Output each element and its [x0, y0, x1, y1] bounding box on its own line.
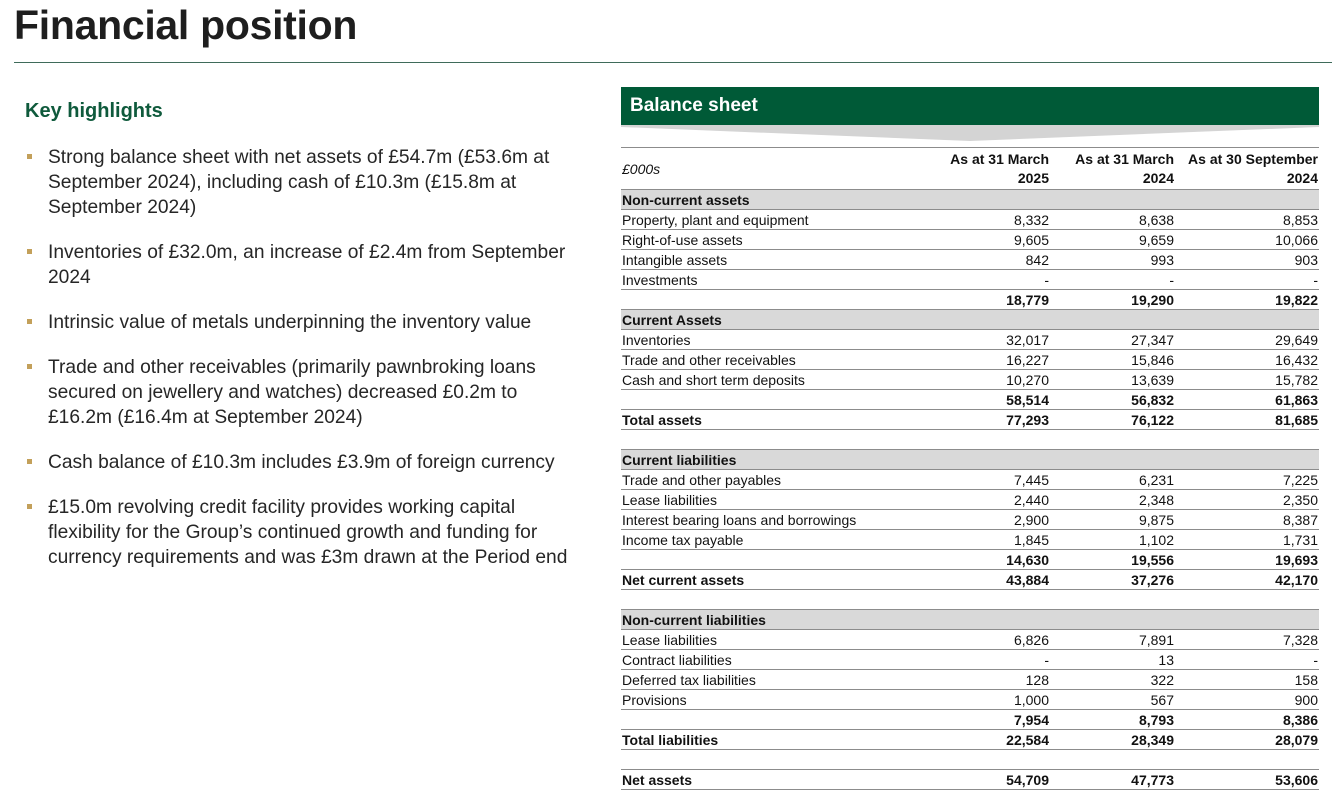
cell-value: 27,347	[1050, 330, 1175, 350]
total-value: 28,079	[1175, 730, 1319, 750]
section-title: Non-current assets	[621, 190, 1319, 210]
cell-value: 2,348	[1050, 490, 1175, 510]
row-label: Contract liabilities	[621, 650, 925, 670]
key-highlights-list	[25, 145, 575, 590]
cell-value: -	[1050, 270, 1175, 290]
cell-value: 8,638	[1050, 210, 1175, 230]
cell-value: 15,782	[1175, 370, 1319, 390]
cell-value: 1,845	[925, 530, 1050, 550]
total-value: 53,606	[1175, 770, 1319, 790]
page-title: Financial position	[14, 2, 358, 48]
table-row	[621, 270, 1319, 290]
total-value: 22,584	[925, 730, 1050, 750]
cell-value: 10,270	[925, 370, 1050, 390]
table-row	[621, 210, 1319, 230]
row-label: Net assets	[621, 770, 925, 790]
table-row	[621, 630, 1319, 650]
row-label: Lease liabilities	[621, 490, 925, 510]
cell-value: 900	[1175, 690, 1319, 710]
total-value: 47,773	[1050, 770, 1175, 790]
column-header-sep-2024: As at 30 September 2024	[1175, 148, 1319, 190]
cell-value: -	[925, 270, 1050, 290]
total-value: 37,276	[1050, 570, 1175, 590]
total-value: 81,685	[1175, 410, 1319, 430]
table-row	[621, 350, 1319, 370]
subtotal-value: 18,779	[925, 290, 1050, 310]
section-title: Current Assets	[621, 310, 1319, 330]
total-value: 54,709	[925, 770, 1050, 790]
cell-value: 1,102	[1050, 530, 1175, 550]
subtotal-value: 7,954	[925, 710, 1050, 730]
bullet-square-icon	[27, 154, 32, 159]
subtotal-value: 14,630	[925, 550, 1050, 570]
subtotal-value: 58,514	[925, 390, 1050, 410]
key-highlights-heading: Key highlights	[25, 100, 163, 122]
cell-value: 9,605	[925, 230, 1050, 250]
cell-value: 6,231	[1050, 470, 1175, 490]
table-row	[621, 670, 1319, 690]
section-header-row	[621, 610, 1319, 630]
column-header-mar-2025: As at 31 March 2025	[925, 148, 1050, 190]
cell-value: -	[1175, 270, 1319, 290]
bullet-square-icon	[27, 364, 32, 369]
cell-value: 6,826	[925, 630, 1050, 650]
subtotal-value: 56,832	[1050, 390, 1175, 410]
subtotal-row	[621, 290, 1319, 310]
highlight-item	[25, 355, 575, 430]
row-label: Inventories	[621, 330, 925, 350]
table-row	[621, 230, 1319, 250]
total-value: 76,122	[1050, 410, 1175, 430]
total-liabilities-row	[621, 730, 1319, 750]
section-header-row	[621, 450, 1319, 470]
subtotal-value: 19,556	[1050, 550, 1175, 570]
row-label: Deferred tax liabilities	[621, 670, 925, 690]
cell-value: 13,639	[1050, 370, 1175, 390]
cell-value: 903	[1175, 250, 1319, 270]
cell-value: 1,731	[1175, 530, 1319, 550]
cell-value: 322	[1050, 670, 1175, 690]
cell-value: 8,853	[1175, 210, 1319, 230]
table-row	[621, 510, 1319, 530]
section-title: Current liabilities	[621, 450, 1319, 470]
balance-sheet-banner: Balance sheet	[621, 87, 1319, 125]
cell-value: 10,066	[1175, 230, 1319, 250]
cell-value: -	[1175, 650, 1319, 670]
cell-value: 1,000	[925, 690, 1050, 710]
highlight-item	[25, 495, 575, 570]
row-label: Interest bearing loans and borrowings	[621, 510, 925, 530]
cell-value: 2,900	[925, 510, 1050, 530]
row-label: Right-of-use assets	[621, 230, 925, 250]
cell-value: 7,445	[925, 470, 1050, 490]
cell-value: 128	[925, 670, 1050, 690]
cell-value: 13	[1050, 650, 1175, 670]
table-row	[621, 330, 1319, 350]
table-row	[621, 530, 1319, 550]
cell-value: 2,350	[1175, 490, 1319, 510]
highlight-text: Trade and other receivables (primarily pawnbroking loans secured on jewellery and watches) decreased £0.2m to £16.2m (£16.4m at September 2024)	[48, 357, 536, 428]
row-label: Cash and short term deposits	[621, 370, 925, 390]
bullet-square-icon	[27, 504, 32, 509]
highlight-item	[25, 310, 575, 335]
table-row	[621, 690, 1319, 710]
highlight-text: £15.0m revolving credit facility provides working capital flexibility for the Group’s continued growth and funding for currency requirements and was £3m drawn at the Period end	[48, 497, 568, 568]
cell-value: 993	[1050, 250, 1175, 270]
highlight-item	[25, 145, 575, 220]
cell-value: 29,649	[1175, 330, 1319, 350]
row-label: Lease liabilities	[621, 630, 925, 650]
subtotal-row	[621, 550, 1319, 570]
net-current-assets-row	[621, 570, 1319, 590]
subtotal-value: 8,386	[1175, 710, 1319, 730]
subtotal-value: 19,822	[1175, 290, 1319, 310]
net-assets-row	[621, 770, 1319, 790]
row-label: Total assets	[621, 410, 925, 430]
bullet-square-icon	[27, 459, 32, 464]
subtotal-row	[621, 390, 1319, 410]
cell-value: 7,328	[1175, 630, 1319, 650]
highlight-item	[25, 450, 575, 475]
balance-sheet-table	[621, 147, 1319, 790]
highlight-text: Cash balance of £10.3m includes £3.9m of foreign currency	[48, 452, 555, 473]
row-label: Intangible assets	[621, 250, 925, 270]
row-label: Provisions	[621, 690, 925, 710]
cell-value: 158	[1175, 670, 1319, 690]
section-header-row	[621, 190, 1319, 210]
row-label: Net current assets	[621, 570, 925, 590]
bullet-square-icon	[27, 319, 32, 324]
cell-value: 7,891	[1050, 630, 1175, 650]
cell-value: 16,227	[925, 350, 1050, 370]
row-label: Income tax payable	[621, 530, 925, 550]
cell-value: 842	[925, 250, 1050, 270]
cell-value: 2,440	[925, 490, 1050, 510]
row-label: Property, plant and equipment	[621, 210, 925, 230]
total-value: 28,349	[1050, 730, 1175, 750]
cell-value: 15,846	[1050, 350, 1175, 370]
cell-value: 567	[1050, 690, 1175, 710]
banner-chevron-icon	[621, 125, 1319, 141]
table-header-row	[621, 148, 1319, 190]
bullet-square-icon	[27, 249, 32, 254]
row-label: Trade and other payables	[621, 470, 925, 490]
cell-value: 9,875	[1050, 510, 1175, 530]
subtotal-value: 19,290	[1050, 290, 1175, 310]
highlight-text: Inventories of £32.0m, an increase of £2.4m from September 2024	[48, 242, 566, 288]
table-row	[621, 470, 1319, 490]
table-row	[621, 650, 1319, 670]
cell-value: -	[925, 650, 1050, 670]
title-divider	[14, 62, 1332, 63]
highlight-item	[25, 240, 575, 290]
subtotal-value: 61,863	[1175, 390, 1319, 410]
cell-value: 32,017	[925, 330, 1050, 350]
highlight-text: Intrinsic value of metals underpinning the inventory value	[48, 312, 532, 333]
table-row	[621, 490, 1319, 510]
table-row	[621, 250, 1319, 270]
row-label: Total liabilities	[621, 730, 925, 750]
total-value: 43,884	[925, 570, 1050, 590]
subtotal-row	[621, 710, 1319, 730]
unit-label: £000s	[621, 148, 925, 190]
cell-value: 16,432	[1175, 350, 1319, 370]
total-assets-row	[621, 410, 1319, 430]
row-label: Trade and other receivables	[621, 350, 925, 370]
cell-value: 9,659	[1050, 230, 1175, 250]
section-title: Non-current liabilities	[621, 610, 1319, 630]
subtotal-value: 8,793	[1050, 710, 1175, 730]
subtotal-value: 19,693	[1175, 550, 1319, 570]
cell-value: 7,225	[1175, 470, 1319, 490]
section-header-row	[621, 310, 1319, 330]
highlight-text: Strong balance sheet with net assets of £54.7m (£53.6m at September 2024), including cash of £10.3m (£15.8m at September 2024)	[48, 147, 550, 218]
total-value: 42,170	[1175, 570, 1319, 590]
column-header-mar-2024: As at 31 March 2024	[1050, 148, 1175, 190]
cell-value: 8,387	[1175, 510, 1319, 530]
table-row	[621, 370, 1319, 390]
cell-value: 8,332	[925, 210, 1050, 230]
row-label: Investments	[621, 270, 925, 290]
total-value: 77,293	[925, 410, 1050, 430]
